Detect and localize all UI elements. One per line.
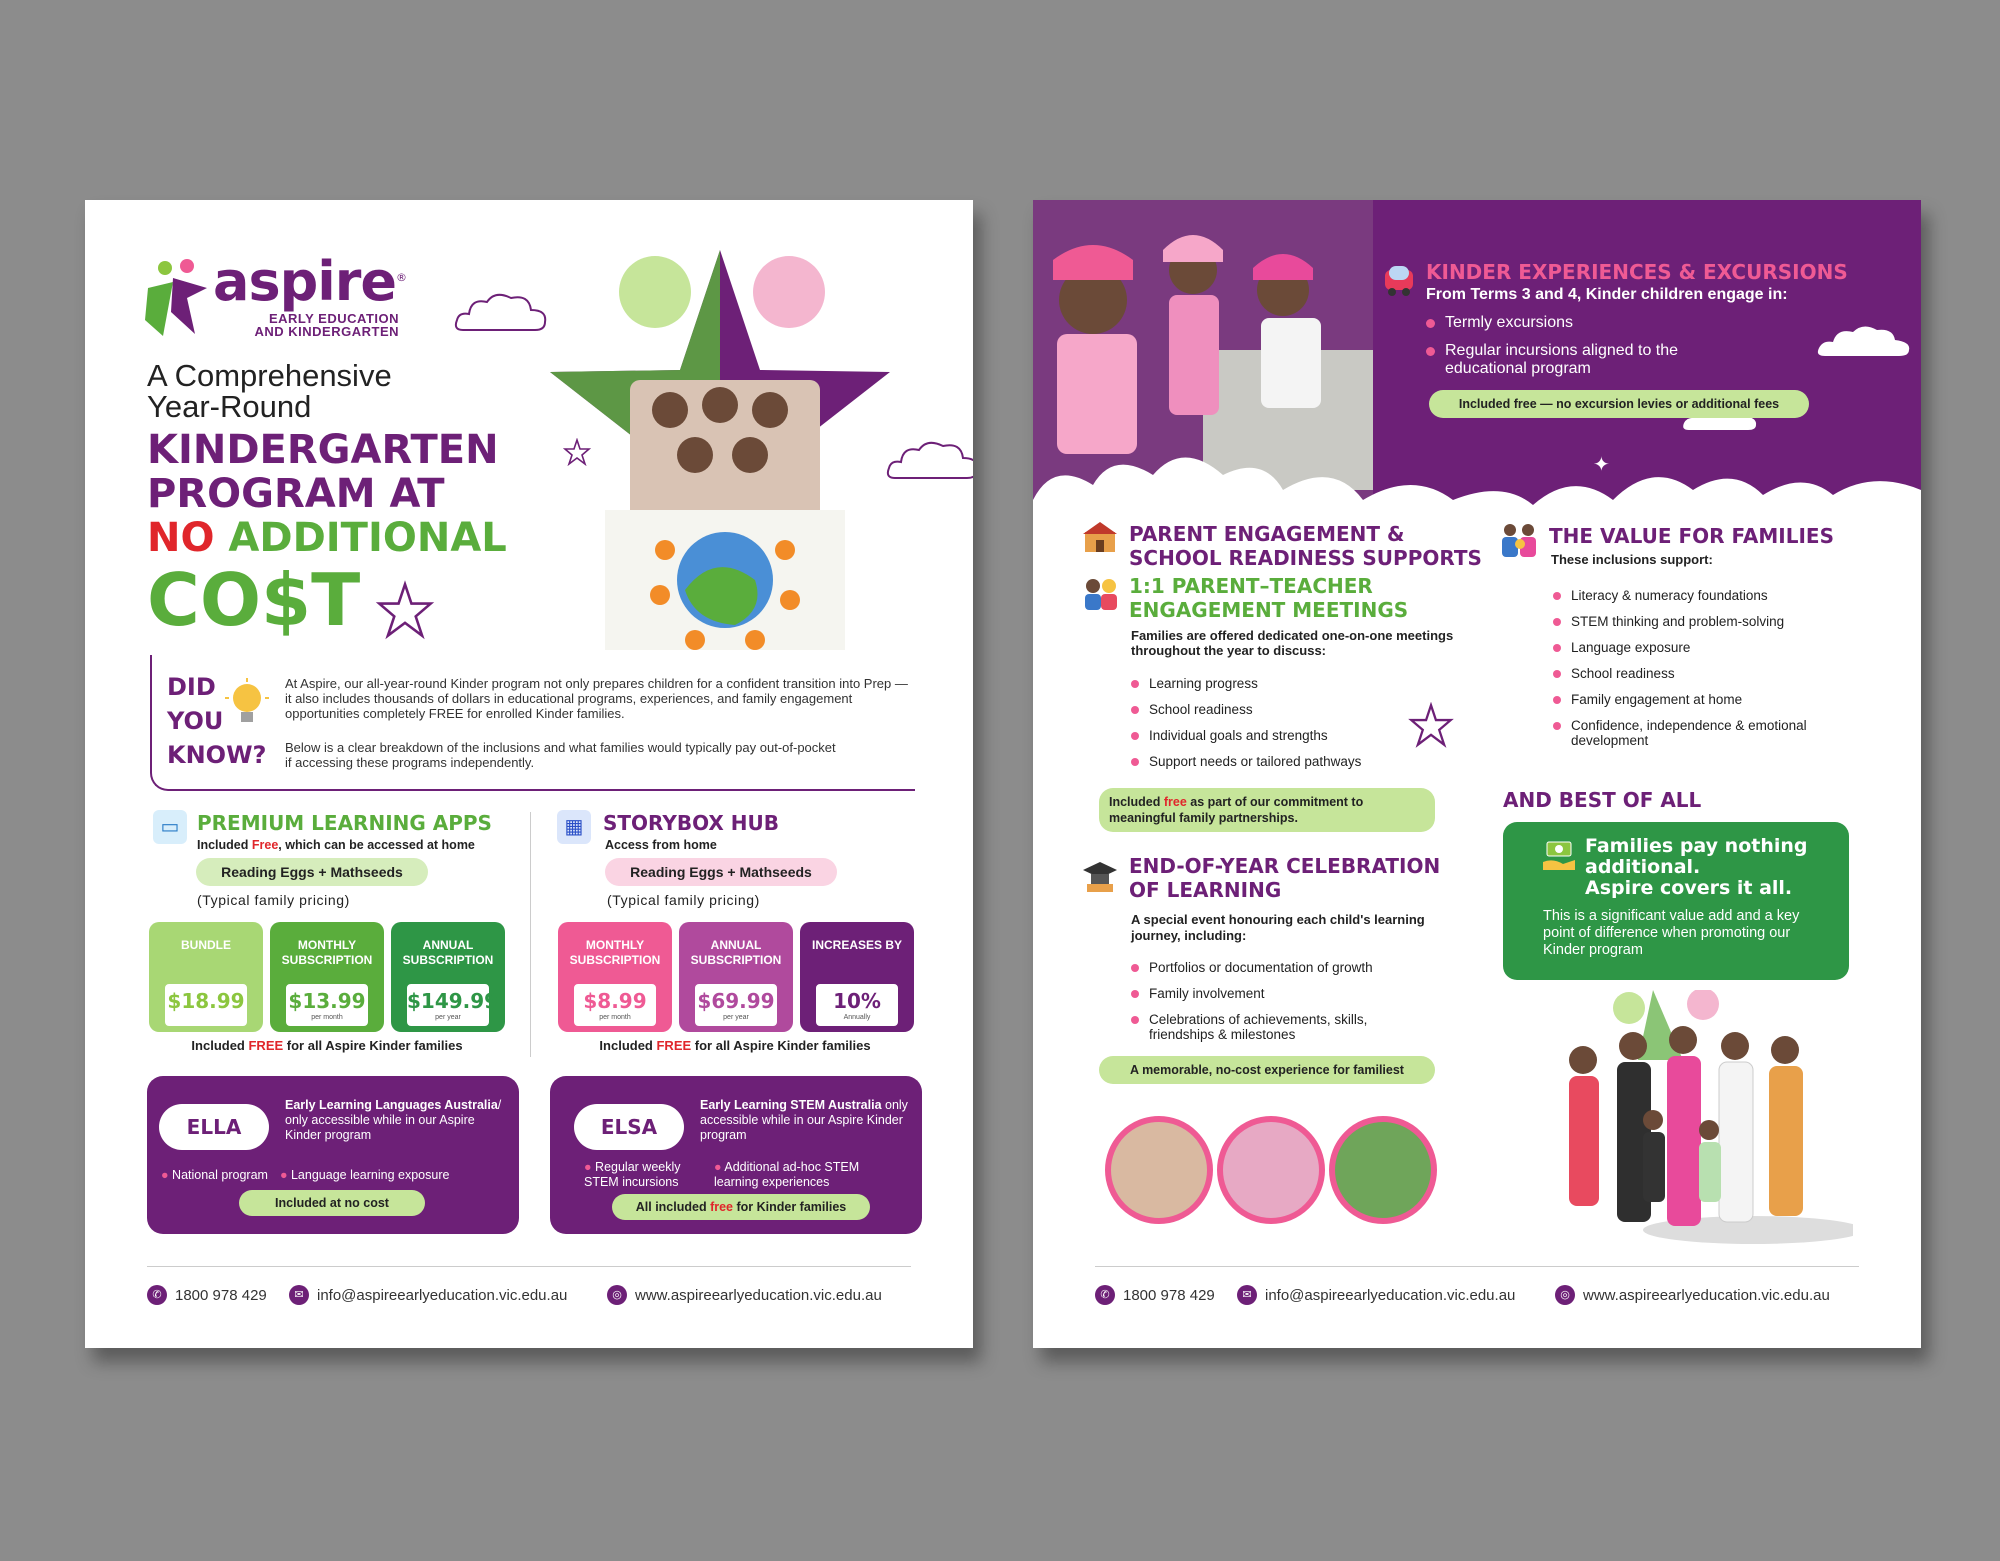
celebration-photo-2 (1217, 1116, 1325, 1224)
footer-email-text: info@aspireearlyeducation.vic.edu.au (1265, 1286, 1516, 1304)
celebration-title-line2: OF LEARNING (1129, 878, 1282, 902)
value-subtitle: These inclusions support: (1551, 552, 1713, 567)
apps-subtitle (197, 838, 475, 852)
headline-cost: CO$T (147, 558, 361, 642)
bullet-item (1426, 342, 1746, 378)
bullet-item (1553, 692, 1853, 707)
price-card-bundle (149, 922, 263, 1032)
star-outline-icon (1408, 702, 1454, 753)
bullet-text: School readiness (1149, 702, 1253, 717)
bullet-text: Family involvement (1149, 986, 1265, 1001)
excursions-title: KINDER EXPERIENCES & EXCURSIONS (1426, 260, 1848, 284)
best-headline (1585, 836, 1835, 899)
dyk-paragraph-2: Below is a clear breakdown of the inclusions and what families would typically pay out-of-pocket if accessing these programs independently. (285, 740, 836, 770)
elsa-desc-text: only accessible while in our Aspire Kinder program (700, 1098, 908, 1142)
footer-phone-text: 1800 978 429 (175, 1286, 267, 1304)
ella-box (147, 1076, 519, 1234)
celebration-title-line1: END-OF-YEAR CELEBRATION (1129, 854, 1441, 878)
families-photo (1533, 990, 1853, 1250)
headline-additional: ADDITIONAL (228, 515, 507, 561)
money-hand-icon (1541, 838, 1577, 879)
tablet-icon: ▭ (153, 810, 187, 844)
logo-sub-line1: EARLY EDUCATION (268, 311, 399, 326)
footer (147, 1266, 911, 1326)
elsa-bullet-2: Additional ad-hoc STEM learning experiences (714, 1160, 860, 1189)
bullet-item (1553, 718, 1853, 748)
best-box (1503, 822, 1849, 980)
bullet-item (1131, 960, 1431, 975)
headline-no: NO (147, 515, 215, 561)
flyer-page-front (85, 200, 973, 1348)
footer-phone[interactable] (1095, 1285, 1215, 1305)
bullet-dot (1131, 758, 1139, 766)
bullet-item (1553, 614, 1853, 629)
price-card-unit: per month (311, 1014, 343, 1021)
price-card-monthly (270, 922, 384, 1032)
bullet-text: Learning progress (1149, 676, 1258, 691)
price-card-value: $8.99 (583, 989, 647, 1013)
bullet-item (1553, 640, 1853, 655)
price-card-value: $18.99 (167, 989, 245, 1013)
ella-bullet-1: National program (172, 1168, 268, 1182)
price-card-value-box (572, 982, 658, 1028)
price-card-label: ANNUAL SUBSCRIPTION (402, 938, 494, 967)
elsa-box (550, 1076, 922, 1234)
storybox-typical: (Typical family pricing) (607, 892, 760, 908)
bullet-dot (1131, 706, 1139, 714)
bullet-text: Support needs or tailored pathways (1149, 754, 1362, 769)
incl-pre: Included (191, 1038, 249, 1053)
parent-subtitle (1129, 574, 1408, 622)
best-title: AND BEST OF ALL (1503, 788, 1702, 812)
footer-email[interactable] (1237, 1285, 1515, 1305)
price-card-unit: per month (599, 1014, 631, 1021)
price-card-increase (800, 922, 914, 1032)
bullet-text: Language exposure (1571, 640, 1691, 655)
ella-bullet-2: Language learning exposure (290, 1168, 450, 1182)
logo-word: aspire (213, 250, 396, 313)
incl-pre: Included (599, 1038, 657, 1053)
ella-title: Early Learning Languages Australia (285, 1098, 498, 1112)
excursions-pill: Included free — no excursion levies or additional fees (1429, 390, 1809, 418)
footer-web[interactable] (607, 1285, 882, 1305)
price-card-value-box (284, 982, 370, 1028)
best-paragraph: This is a significant value add and a key point of difference when promoting our Kinder program (1543, 908, 1800, 958)
apps-sub-free: Free (251, 838, 279, 852)
excursions-subtitle: From Terms 3 and 4, Kinder children engage in: (1426, 286, 1788, 303)
value-bullets (1553, 588, 1853, 759)
apps-included (147, 1038, 507, 1053)
headline-line1: A Comprehensive (147, 358, 392, 393)
footer-phone[interactable] (147, 1285, 267, 1305)
bullet-dot (1131, 990, 1139, 998)
headline-line3: KINDERGARTEN (147, 427, 499, 473)
bullet-dot (1553, 592, 1561, 600)
excursions-bullets (1426, 314, 1746, 388)
footer-web[interactable] (1555, 1285, 1830, 1305)
bullet-text: Literacy & numeracy foundations (1571, 588, 1768, 603)
bullet-dot (1553, 670, 1561, 678)
incl-post: for all Aspire Kinder families (283, 1038, 463, 1053)
price-card-value-box (693, 982, 779, 1028)
price-card-label: INCREASES BY (811, 938, 903, 952)
bullet-item (1426, 314, 1746, 332)
logo-sub-line2: AND KINDERGARTEN (254, 324, 399, 339)
parent-sub-line1: 1:1 PARENT–TEACHER (1129, 574, 1373, 598)
bullet-dot (1553, 722, 1561, 730)
celebration-photo-1 (1105, 1116, 1213, 1224)
bullet-item (1553, 588, 1853, 603)
parent-pill-free: free (1163, 795, 1187, 809)
apps-sub-post: , which can be accessed at home (278, 838, 475, 852)
bullet-item (1131, 702, 1431, 717)
bullet-dot (1131, 732, 1139, 740)
price-card-monthly (558, 922, 672, 1032)
headline-line5 (147, 516, 547, 560)
storybox-included (555, 1038, 915, 1053)
footer-web-text: www.aspireearlyeducation.vic.edu.au (1583, 1286, 1830, 1304)
bullet-item (1131, 754, 1431, 769)
parent-desc: Families are offered dedicated one-on-one meetings throughout the year to discuss: (1131, 628, 1454, 658)
apps-title: PREMIUM LEARNING APPS (197, 811, 492, 835)
ella-bullets (161, 1168, 449, 1183)
ella-cloud-label: ELLA (159, 1104, 269, 1150)
ella-pill: Included at no cost (239, 1190, 425, 1216)
elsa-pill-pre: All included (635, 1200, 711, 1214)
bullet-text: Portfolios or documentation of growth (1149, 960, 1373, 975)
price-card-value: $149.99 (407, 989, 499, 1013)
price-card-value: $69.99 (697, 989, 775, 1013)
price-card-label: MONTHLY SUBSCRIPTION (281, 938, 373, 967)
logo-subtitle (233, 312, 399, 338)
parent-title-line2: SCHOOL READINESS SUPPORTS (1129, 546, 1482, 570)
footer-web-text: www.aspireearlyeducation.vic.edu.au (635, 1286, 882, 1304)
section-divider (530, 812, 531, 1057)
elsa-cloud-label: ELSA (574, 1104, 684, 1150)
bullet-dot (1553, 696, 1561, 704)
price-card-annual (391, 922, 505, 1032)
bullet-text: STEM thinking and problem-solving (1571, 614, 1785, 629)
ella-bullet-item: ● Language learning exposure (279, 1168, 450, 1182)
celebration-photo-3 (1329, 1116, 1437, 1224)
bullet-text: Regular incursions aligned to the educational program (1445, 342, 1679, 377)
bullet-dot (1426, 347, 1435, 356)
bullet-text: Confidence, independence & emotional development (1571, 718, 1807, 748)
elsa-bullet-item: ● Regular weekly STEM incursions (584, 1160, 681, 1189)
ella-desc-text: / only accessible while in our Aspire Kinder program (285, 1098, 502, 1142)
bullet-text: Celebrations of achievements, skills, friendships & milestones (1149, 1012, 1368, 1042)
bullet-item (1131, 1012, 1391, 1042)
price-card-label: MONTHLY SUBSCRIPTION (569, 938, 661, 967)
bus-icon (1381, 262, 1417, 303)
storybox-subtitle: Access from home (605, 838, 717, 852)
bullet-text: Termly excursions (1445, 314, 1574, 331)
celebration-title (1129, 854, 1440, 902)
elsa-desc (700, 1098, 910, 1143)
value-title: THE VALUE FOR FAMILIES (1549, 524, 1834, 548)
logo-registered: ® (396, 271, 406, 284)
bullet-dot (1131, 680, 1139, 688)
bullet-item (1131, 728, 1431, 743)
bullet-text: Individual goals and strengths (1149, 728, 1328, 743)
elsa-pill (612, 1194, 870, 1220)
parent-title-line1: PARENT ENGAGEMENT & (1129, 522, 1405, 546)
incl-post: for all Aspire Kinder families (691, 1038, 871, 1053)
price-card-unit: per year (435, 1014, 461, 1021)
lightbulb-icon (225, 678, 269, 735)
headline-line4: PROGRAM AT (147, 471, 445, 517)
best-headline-1: Families pay nothing additional. (1585, 835, 1808, 878)
dyk-line1: DID (167, 673, 216, 701)
parent-title (1129, 522, 1482, 570)
price-card-annual (679, 922, 793, 1032)
elsa-bullet-1: Regular weekly STEM incursions (584, 1160, 681, 1189)
elsa-bullet-item: ● Additional ad-hoc STEM learning experiences (714, 1160, 860, 1189)
bullet-item (1131, 676, 1431, 691)
parents-icon (1081, 576, 1121, 617)
celebration-pill: A memorable, no-cost experience for familiest (1099, 1056, 1435, 1084)
price-card-value-box (163, 982, 249, 1028)
footer (1095, 1266, 1859, 1326)
storybox-icon: ▦ (557, 810, 591, 844)
apps-typical: (Typical family pricing) (197, 892, 350, 908)
hero-star-photo (545, 250, 955, 650)
logo-wordmark (213, 250, 406, 313)
email-icon: ✉ (289, 1285, 309, 1305)
apps-pill: Reading Eggs + Mathseeds (196, 858, 428, 886)
storybox-title: STORYBOX HUB (603, 811, 779, 835)
cloud-icon (1815, 320, 1915, 360)
bullet-text: School readiness (1571, 666, 1675, 681)
headline (147, 358, 547, 642)
incl-free: FREE (656, 1038, 692, 1053)
bullet-dot (1426, 319, 1435, 328)
email-icon: ✉ (1237, 1285, 1257, 1305)
price-card-unit: Annually (843, 1014, 871, 1021)
price-card-value: $13.99 (288, 989, 366, 1013)
footer-phone-text: 1800 978 429 (1123, 1286, 1215, 1304)
best-headline-2: Aspire covers it all. (1585, 877, 1793, 899)
globe-icon: ◎ (607, 1285, 627, 1305)
apps-sub-pre: Included (197, 838, 252, 852)
aspire-logo-icon (143, 258, 213, 338)
bullet-item (1553, 666, 1853, 681)
parent-pill-pre: Included (1109, 795, 1164, 809)
dyk-paragraph-1: At Aspire, our all-year-round Kinder program not only prepares children for a confident transition into Prep — it also includes thousands of dollars in educational programs, experiences, and family engagement opportunities completely FREE for enrolled Kinder families. (285, 676, 908, 721)
family-icon (1500, 522, 1540, 565)
price-card-value-box (814, 982, 900, 1028)
parent-bullets (1131, 676, 1431, 780)
footer-email-text: info@aspireearlyeducation.vic.edu.au (317, 1286, 568, 1304)
celebration-desc: A special event honouring each child's learning journey, including: (1131, 912, 1425, 943)
school-icon (1081, 520, 1119, 559)
dyk-line2: YOU (167, 707, 224, 735)
price-card-label: ANNUAL SUBSCRIPTION (690, 938, 782, 967)
bullet-text: Family engagement at home (1571, 692, 1743, 707)
bullet-dot (1553, 618, 1561, 626)
flyer-page-back (1033, 200, 1921, 1348)
footer-email[interactable] (289, 1285, 567, 1305)
globe-icon: ◎ (1555, 1285, 1575, 1305)
elsa-pill-free: free (710, 1200, 733, 1214)
phone-icon: ✆ (147, 1285, 167, 1305)
dyk-line3: KNOW? (167, 741, 267, 769)
price-card-unit: per year (723, 1014, 749, 1021)
bullet-dot (1553, 644, 1561, 652)
headline-line2: Year-Round (147, 389, 312, 424)
elsa-pill-post: for Kinder families (733, 1200, 847, 1214)
cloud-outline-icon (453, 288, 553, 343)
incl-free: FREE (248, 1038, 284, 1053)
graduation-cap-icon (1081, 856, 1119, 899)
parent-pill (1099, 788, 1435, 832)
celebration-bullets (1131, 960, 1431, 1053)
price-card-value-box (405, 982, 499, 1028)
ella-desc (285, 1098, 505, 1143)
sparkle-icon: ✦ (1593, 454, 1610, 476)
bullet-item (1131, 986, 1431, 1001)
phone-icon: ✆ (1095, 1285, 1115, 1305)
bullet-dot (1131, 1016, 1139, 1024)
parent-pill-post: as part of our commitment to meaningful family partnerships. (1109, 795, 1364, 825)
price-card-value: 10% (833, 989, 881, 1013)
ella-bullet-item: ● National program (161, 1168, 268, 1182)
storybox-pill: Reading Eggs + Mathseeds (605, 858, 837, 886)
elsa-title: Early Learning STEM Australia (700, 1098, 882, 1112)
parent-sub-line2: ENGAGEMENT MEETINGS (1129, 598, 1409, 622)
bullet-dot (1131, 964, 1139, 972)
price-card-label: BUNDLE (181, 938, 231, 952)
